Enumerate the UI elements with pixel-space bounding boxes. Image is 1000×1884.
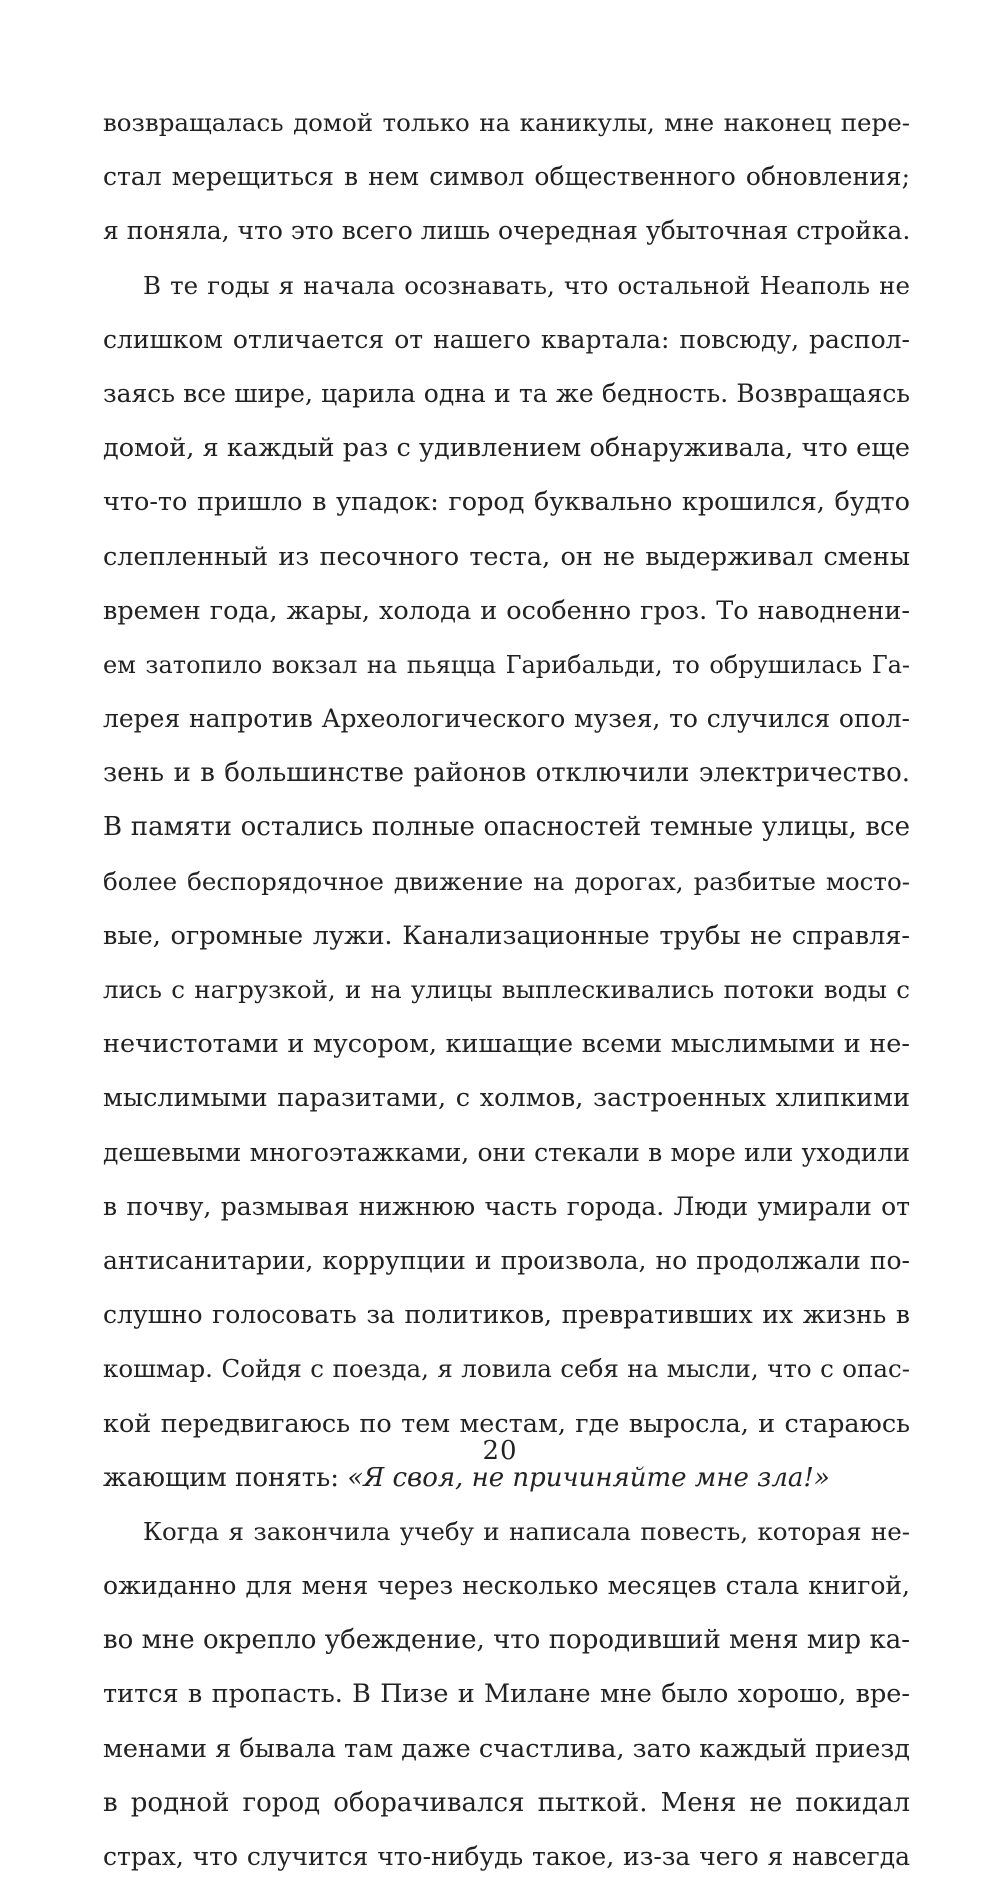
paragraph-2 (103, 259, 910, 1505)
text-line: ожиданно для меня через несколько месяцев стала книгой, (103, 1571, 910, 1601)
italic-quote: «Я своя, не причиняйте мне зла!» (347, 1462, 830, 1493)
text-line: зень и в большинстве районов отключили электричество. (103, 758, 910, 789)
text-line: слушно голосовать за политиков, превративших их жизнь в (103, 1300, 910, 1330)
text-line: более беспорядочное движение на дорогах, разбитые мосто- (103, 866, 910, 896)
text-line: в родной город оборачивался пыткой. Меня не покидал (103, 1787, 910, 1818)
text-line: заясь все шире, царила одна и та же бедность. Возвращаясь (103, 378, 910, 408)
text-line: кой передвигаюсь по тем местам, где выросла, и стараюсь (103, 1408, 910, 1439)
text-line: страх, что случится что-нибудь такое, из-за чего я навсегда (103, 1842, 910, 1871)
text-line: домой, я каждый раз с удивлением обнаруживала, что еще (103, 433, 910, 464)
text-line: менами я бывала там даже счастлива, зато каждый приезд (103, 1733, 910, 1764)
text-line-prefix: жающим понять: (103, 1462, 348, 1493)
text-line: тится в пропасть. В Пизе и Милане мне было хорошо, вре- (103, 1679, 910, 1710)
text-line: в почву, размывая нижнюю часть города. Люди умирали от (103, 1191, 910, 1221)
text-line: мыслимыми паразитами, с холмов, застроенных хлипкими (103, 1083, 910, 1114)
text-line: Когда я закончила учебу и написала повесть, которая не- (143, 1516, 910, 1546)
text-line: нечистотами и мусором, кишащие всеми мыслимыми и не- (103, 1029, 910, 1060)
text-line: слишком отличается от нашего квартала: повсюду, распол- (103, 324, 910, 354)
paragraph-3 (103, 1505, 910, 1884)
text-line: во мне окрепло убеждение, что породивший меня мир ка- (103, 1625, 910, 1656)
text-line: что-то пришло в упадок: город буквально крошился, будто (103, 487, 910, 518)
text-line: лись с нагрузкой, и на улицы выплескивались потоки воды с (103, 975, 910, 1004)
text-line: возвращалась домой только на каникулы, мне наконец пере- (103, 108, 910, 137)
paragraph-1 (103, 96, 910, 259)
text-line: В те годы я начала осознавать, что остальной Неаполь не (143, 270, 910, 300)
text-line: я поняла, что это всего лишь очередная убыточная стройка. (103, 216, 910, 246)
text-line: вые, огромные лужи. Канализационные трубы не справля- (103, 920, 910, 951)
text-line: В памяти остались полные опасностей темные улицы, все (103, 812, 910, 843)
text-line: стал мерещиться в нем символ общественного обновления; (103, 162, 910, 192)
text-line: ем затопило вокзал на пьяцца Гарибальди, то обрушилась Га- (103, 650, 910, 679)
text-line: лерея напротив Археологического музея, то случился опол- (103, 704, 910, 734)
text-line: времен года, жары, холода и особенно гроз. То наводнени- (103, 595, 910, 626)
text-line: антисанитарии, коррупции и произвола, но продолжали по- (103, 1245, 910, 1275)
page-number: 20 (482, 1436, 518, 1466)
body-text (103, 96, 910, 1884)
text-line: кошмар. Сойдя с поезда, я ловила себя на мысли, что с опас- (103, 1354, 910, 1384)
text-line: слепленный из песочного теста, он не выдерживал смены (103, 541, 910, 572)
text-line: дешевыми многоэтажками, они стекали в море или уходили (103, 1137, 910, 1167)
